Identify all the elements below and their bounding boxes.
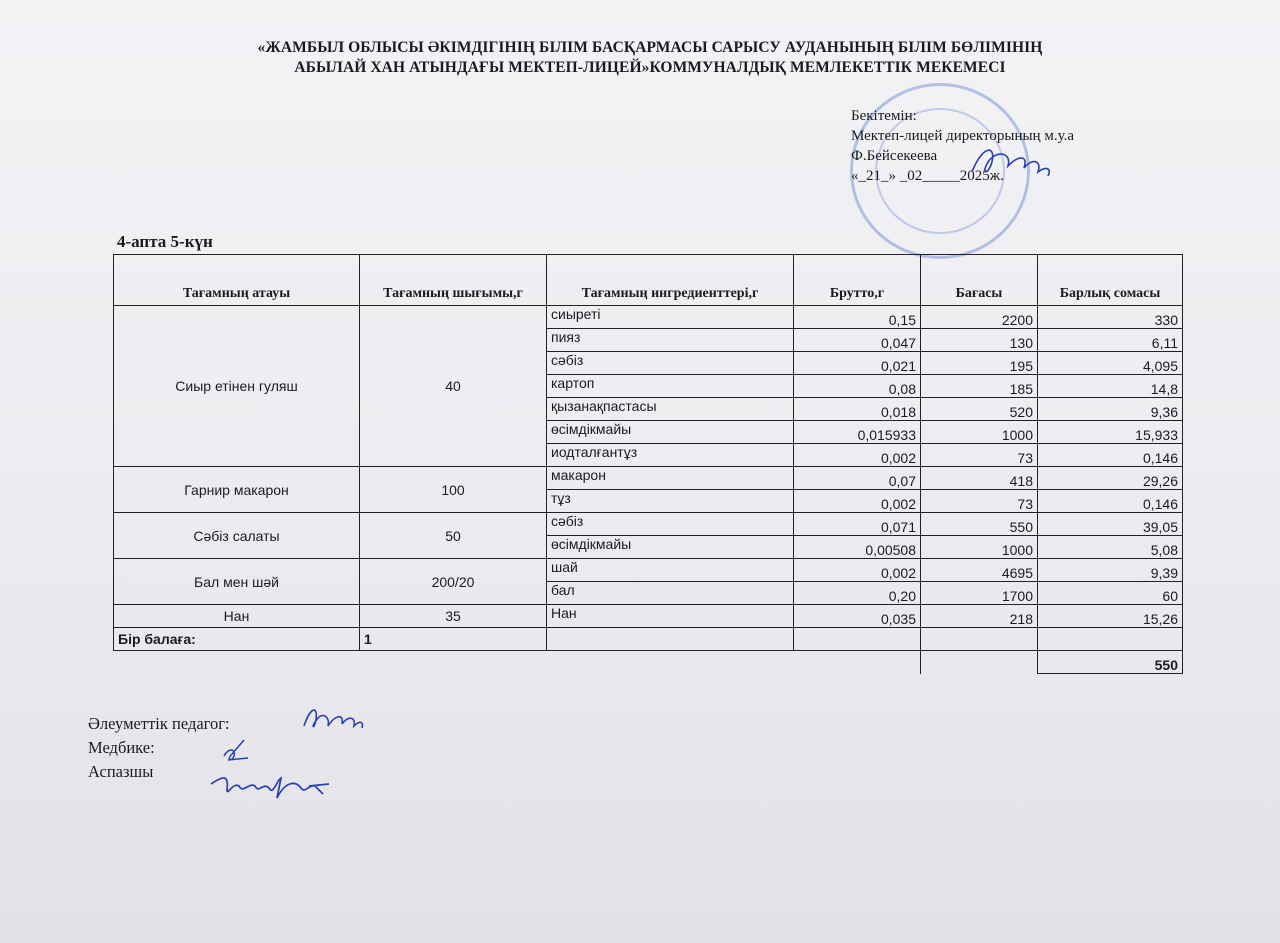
table-row	[114, 605, 1183, 628]
ingredient-brutto: 0,035	[794, 605, 921, 628]
approval-date: «_21_» _02_____2025ж.	[851, 168, 1004, 184]
ingredient-brutto: 0,018	[794, 398, 921, 421]
col-header-total: Барлық сомасы	[1038, 255, 1183, 306]
ingredient-price: 1700	[921, 582, 1038, 605]
social-pedagogue-signature	[296, 700, 368, 736]
dish-name: Нан	[114, 605, 360, 628]
empty-cell	[360, 651, 547, 674]
empty-cell	[921, 651, 1038, 674]
ingredient-brutto: 0,15	[794, 306, 921, 329]
ingredient-name: өсімдікмайы	[547, 421, 794, 444]
ingredient-price: 218	[921, 605, 1038, 628]
empty-cell	[1038, 628, 1183, 651]
ingredient-sum: 4,095	[1038, 352, 1183, 375]
institution-header	[150, 38, 1150, 78]
ingredient-price: 2200	[921, 306, 1038, 329]
dish-yield: 35	[360, 605, 547, 628]
ingredient-sum: 0,146	[1038, 490, 1183, 513]
ingredient-price: 130	[921, 329, 1038, 352]
ingredient-sum: 15,26	[1038, 605, 1183, 628]
ingredient-name: өсімдікмайы	[547, 536, 794, 559]
ingredient-brutto: 0,015933	[794, 421, 921, 444]
ingredient-name: сәбіз	[547, 352, 794, 375]
ingredient-sum: 6,11	[1038, 329, 1183, 352]
ingredient-name: картоп	[547, 375, 794, 398]
header-line-2: АБЫЛАЙ ХАН АТЫНДАҒЫ МЕКТЕП-ЛИЦЕЙ»КОММУНАЛДЫҚ МЕМЛЕКЕТТІК МЕКЕМЕСІ	[294, 59, 1006, 76]
ingredient-sum: 14,8	[1038, 375, 1183, 398]
grand-total-value: 550	[1038, 651, 1183, 674]
ingredient-price: 1000	[921, 421, 1038, 444]
table-row	[114, 513, 1183, 536]
ingredient-name: шай	[547, 559, 794, 582]
ingredient-price: 4695	[921, 559, 1038, 582]
col-header-dish: Тағамның атауы	[114, 255, 360, 306]
ingredient-brutto: 0,071	[794, 513, 921, 536]
empty-cell	[547, 628, 794, 651]
col-header-ingredients: Тағамның ингредиенттері,г	[547, 255, 794, 306]
ingredient-price: 185	[921, 375, 1038, 398]
per-child-label: Бір балаға:	[114, 628, 360, 651]
ingredient-price: 550	[921, 513, 1038, 536]
approval-label: Бекітемін:	[851, 108, 917, 124]
col-header-brutto: Брутто,г	[794, 255, 921, 306]
ingredient-brutto: 0,047	[794, 329, 921, 352]
ingredient-name: қызанақпастасы	[547, 398, 794, 421]
ingredient-brutto: 0,20	[794, 582, 921, 605]
approval-block	[851, 106, 1131, 186]
dish-name: Бал мен шәй	[114, 559, 360, 605]
ingredient-sum: 9,39	[1038, 559, 1183, 582]
ingredient-sum: 5,08	[1038, 536, 1183, 559]
ingredient-sum: 9,36	[1038, 398, 1183, 421]
ingredient-price: 418	[921, 467, 1038, 490]
ingredient-price: 1000	[921, 536, 1038, 559]
grand-total-row	[114, 651, 1183, 674]
ingredient-price: 73	[921, 444, 1038, 467]
ingredient-sum: 29,26	[1038, 467, 1183, 490]
ingredient-name: иодталғантұз	[547, 444, 794, 467]
ingredient-brutto: 0,00508	[794, 536, 921, 559]
ingredient-name: тұз	[547, 490, 794, 513]
ingredient-price: 195	[921, 352, 1038, 375]
ingredient-sum: 330	[1038, 306, 1183, 329]
ingredient-brutto: 0,021	[794, 352, 921, 375]
dish-yield: 200/20	[360, 559, 547, 605]
per-child-row	[114, 628, 1183, 651]
ingredient-sum: 0,146	[1038, 444, 1183, 467]
empty-cell	[114, 651, 360, 674]
signature-block	[88, 712, 230, 784]
table-header-row	[114, 255, 1183, 306]
col-header-price: Бағасы	[921, 255, 1038, 306]
table-row	[114, 467, 1183, 490]
ingredient-price: 520	[921, 398, 1038, 421]
empty-cell	[921, 628, 1038, 651]
table-row	[114, 559, 1183, 582]
dish-name: Гарнир макарон	[114, 467, 360, 513]
empty-cell	[547, 651, 794, 674]
menu-table	[113, 254, 1183, 674]
col-header-yield: Тағамның шығымы,г	[360, 255, 547, 306]
ingredient-sum: 39,05	[1038, 513, 1183, 536]
table-row	[114, 306, 1183, 329]
ingredient-brutto: 0,002	[794, 559, 921, 582]
ingredient-brutto: 0,002	[794, 490, 921, 513]
dish-yield: 50	[360, 513, 547, 559]
dish-name: Сәбіз салаты	[114, 513, 360, 559]
cook-label: Аспазшы	[88, 762, 154, 781]
empty-cell	[794, 651, 921, 674]
ingredient-name: Нан	[547, 605, 794, 628]
ingredient-brutto: 0,08	[794, 375, 921, 398]
dish-yield: 100	[360, 467, 547, 513]
day-title: 4-апта 5-күн	[117, 232, 213, 251]
ingredient-name: сәбіз	[547, 513, 794, 536]
approval-position: Мектеп-лицей директорының м.у.а	[851, 128, 1074, 144]
approval-name: Ф.Бейсекеева	[851, 148, 938, 164]
dish-name: Сиыр етінен гуляш	[114, 306, 360, 467]
header-line-1: «ЖАМБЫЛ ОБЛЫСЫ ӘКІМДІГІНІҢ БІЛІМ БАСҚАРМАСЫ САРЫСУ АУДАНЫНЫҢ БІЛІМ БӨЛІМІНІҢ	[257, 39, 1043, 56]
ingredient-name: сиыреті	[547, 306, 794, 329]
ingredient-brutto: 0,07	[794, 467, 921, 490]
nurse-label: Медбике:	[88, 738, 155, 757]
social-pedagogue-label: Әлеуметтік педагог:	[88, 714, 230, 733]
ingredient-brutto: 0,002	[794, 444, 921, 467]
ingredient-sum: 15,933	[1038, 421, 1183, 444]
ingredient-name: макарон	[547, 467, 794, 490]
ingredient-name: бал	[547, 582, 794, 605]
ingredient-name: пияз	[547, 329, 794, 352]
empty-cell	[794, 628, 921, 651]
ingredient-sum: 60	[1038, 582, 1183, 605]
ingredient-price: 73	[921, 490, 1038, 513]
per-child-value: 1	[360, 628, 547, 651]
dish-yield: 40	[360, 306, 547, 467]
